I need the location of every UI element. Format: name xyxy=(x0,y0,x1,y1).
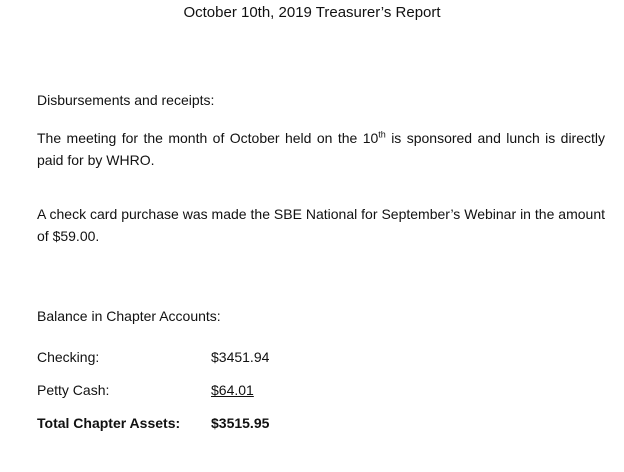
balance-row-total xyxy=(37,413,337,433)
disbursement-paragraph-purchase: A check card purchase was made the SBE National for September’s Webinar in the amount of $59.00. xyxy=(37,206,605,244)
disbursements-heading: Disbursements and receipts: xyxy=(37,92,215,108)
balance-amount: $3451.94 xyxy=(211,349,270,365)
balance-label: Petty Cash: xyxy=(37,382,110,398)
report-title: October 10th, 2019 Treasurer’s Report xyxy=(183,4,441,21)
balance-amount: $3515.95 xyxy=(211,415,270,431)
ordinal-suffix: th xyxy=(378,129,386,140)
balance-label: Checking: xyxy=(37,349,100,365)
balance-heading: Balance in Chapter Accounts: xyxy=(37,308,221,324)
balance-amount: $64.01 xyxy=(211,382,254,398)
balance-row-petty-cash xyxy=(37,380,337,400)
paragraph-text-end: is sponsored and lunch is directly paid for by WHRO. xyxy=(37,130,605,168)
balance-label: Total Chapter Assets: xyxy=(37,415,181,431)
paragraph-text-start: The meeting for the month of October held on the 10 xyxy=(37,130,379,146)
disbursement-paragraph-meeting xyxy=(37,127,605,171)
balance-row-checking xyxy=(37,347,337,367)
